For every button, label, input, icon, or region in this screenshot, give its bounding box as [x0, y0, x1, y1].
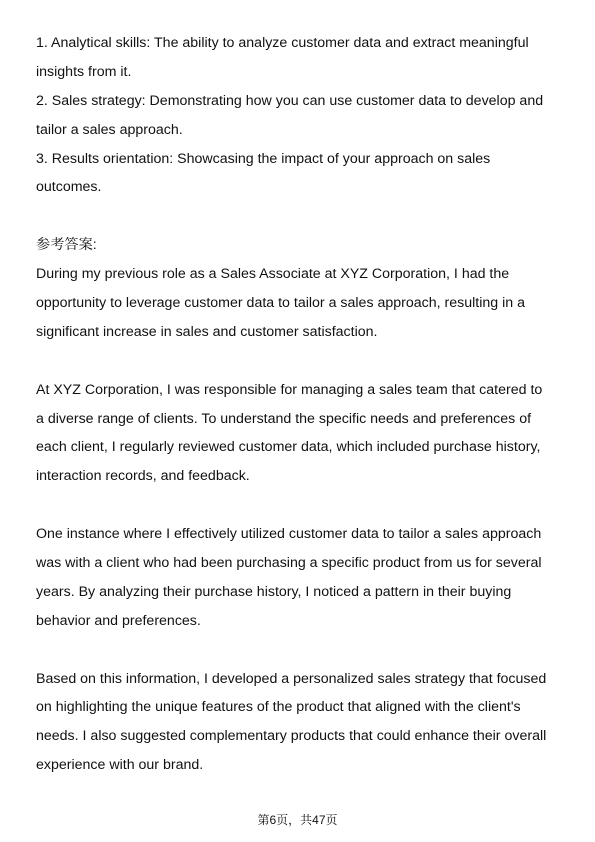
paragraph-line: years. By analyzing their purchase history, I noticed a pattern in their buying — [36, 583, 512, 600]
criterion-line: tailor a sales approach. — [36, 121, 183, 138]
paragraph-line: interaction records, and feedback. — [36, 468, 250, 485]
answer-paragraph — [36, 665, 566, 781]
paragraph-line: on highlighting the unique features of the product that aligned with the client's — [36, 699, 521, 716]
document-body — [36, 29, 566, 780]
paragraph-line: One instance where I effectively utilized customer data to tailor a sales approach — [36, 526, 542, 543]
criterion-line: 1. Analytical skills: The ability to analyze customer data and extract meaningful — [36, 35, 529, 51]
paragraph-line: each client, I regularly reviewed customer data, which included purchase history, — [36, 439, 541, 456]
criterion-item — [36, 29, 566, 87]
criterion-line: 3. Results orientation: Showcasing the impact of your approach on sales — [36, 150, 491, 167]
criteria-list — [36, 29, 566, 202]
paragraph-gap — [36, 202, 566, 231]
paragraph-line: needs. I also suggested complementary products that could enhance their overall — [36, 728, 547, 745]
paragraph-line: a diverse range of clients. To understand the specific needs and preferences of — [36, 410, 532, 427]
criterion-item — [36, 87, 566, 145]
criterion-line: 2. Sales strategy: Demonstrating how you can use customer data to develop and — [36, 92, 544, 109]
paragraph-line: significant increase in sales and customer satisfaction. — [36, 323, 378, 340]
paragraph-line: experience with our brand. — [36, 757, 204, 774]
paragraph-line: At XYZ Corporation, I was responsible for managing a sales team that catered to — [36, 381, 543, 398]
page-number: 第6页，共47页 — [257, 813, 338, 827]
paragraph-line: was with a client who had been purchasing a specific product from us for several — [36, 555, 542, 572]
criterion-line: insights from it. — [36, 63, 132, 80]
paragraph-line: During my previous role as a Sales Associate at XYZ Corporation, I had the — [36, 266, 510, 283]
answer-paragraph — [36, 260, 566, 347]
paragraph-line: Based on this information, I developed a personalized sales strategy that focused — [36, 670, 547, 687]
paragraph-gap — [36, 347, 566, 376]
paragraph-line: opportunity to leverage customer data to tailor a sales approach, resulting in a — [36, 295, 525, 312]
criterion-item — [36, 145, 566, 203]
answer-paragraph — [36, 376, 566, 492]
paragraph-gap — [36, 491, 566, 520]
answer-heading: 参考答案: — [36, 237, 97, 254]
answer-paragraph — [36, 520, 566, 636]
paragraph-gap — [36, 636, 566, 665]
criterion-line: outcomes. — [36, 179, 102, 196]
paragraph-line: behavior and preferences. — [36, 612, 201, 629]
